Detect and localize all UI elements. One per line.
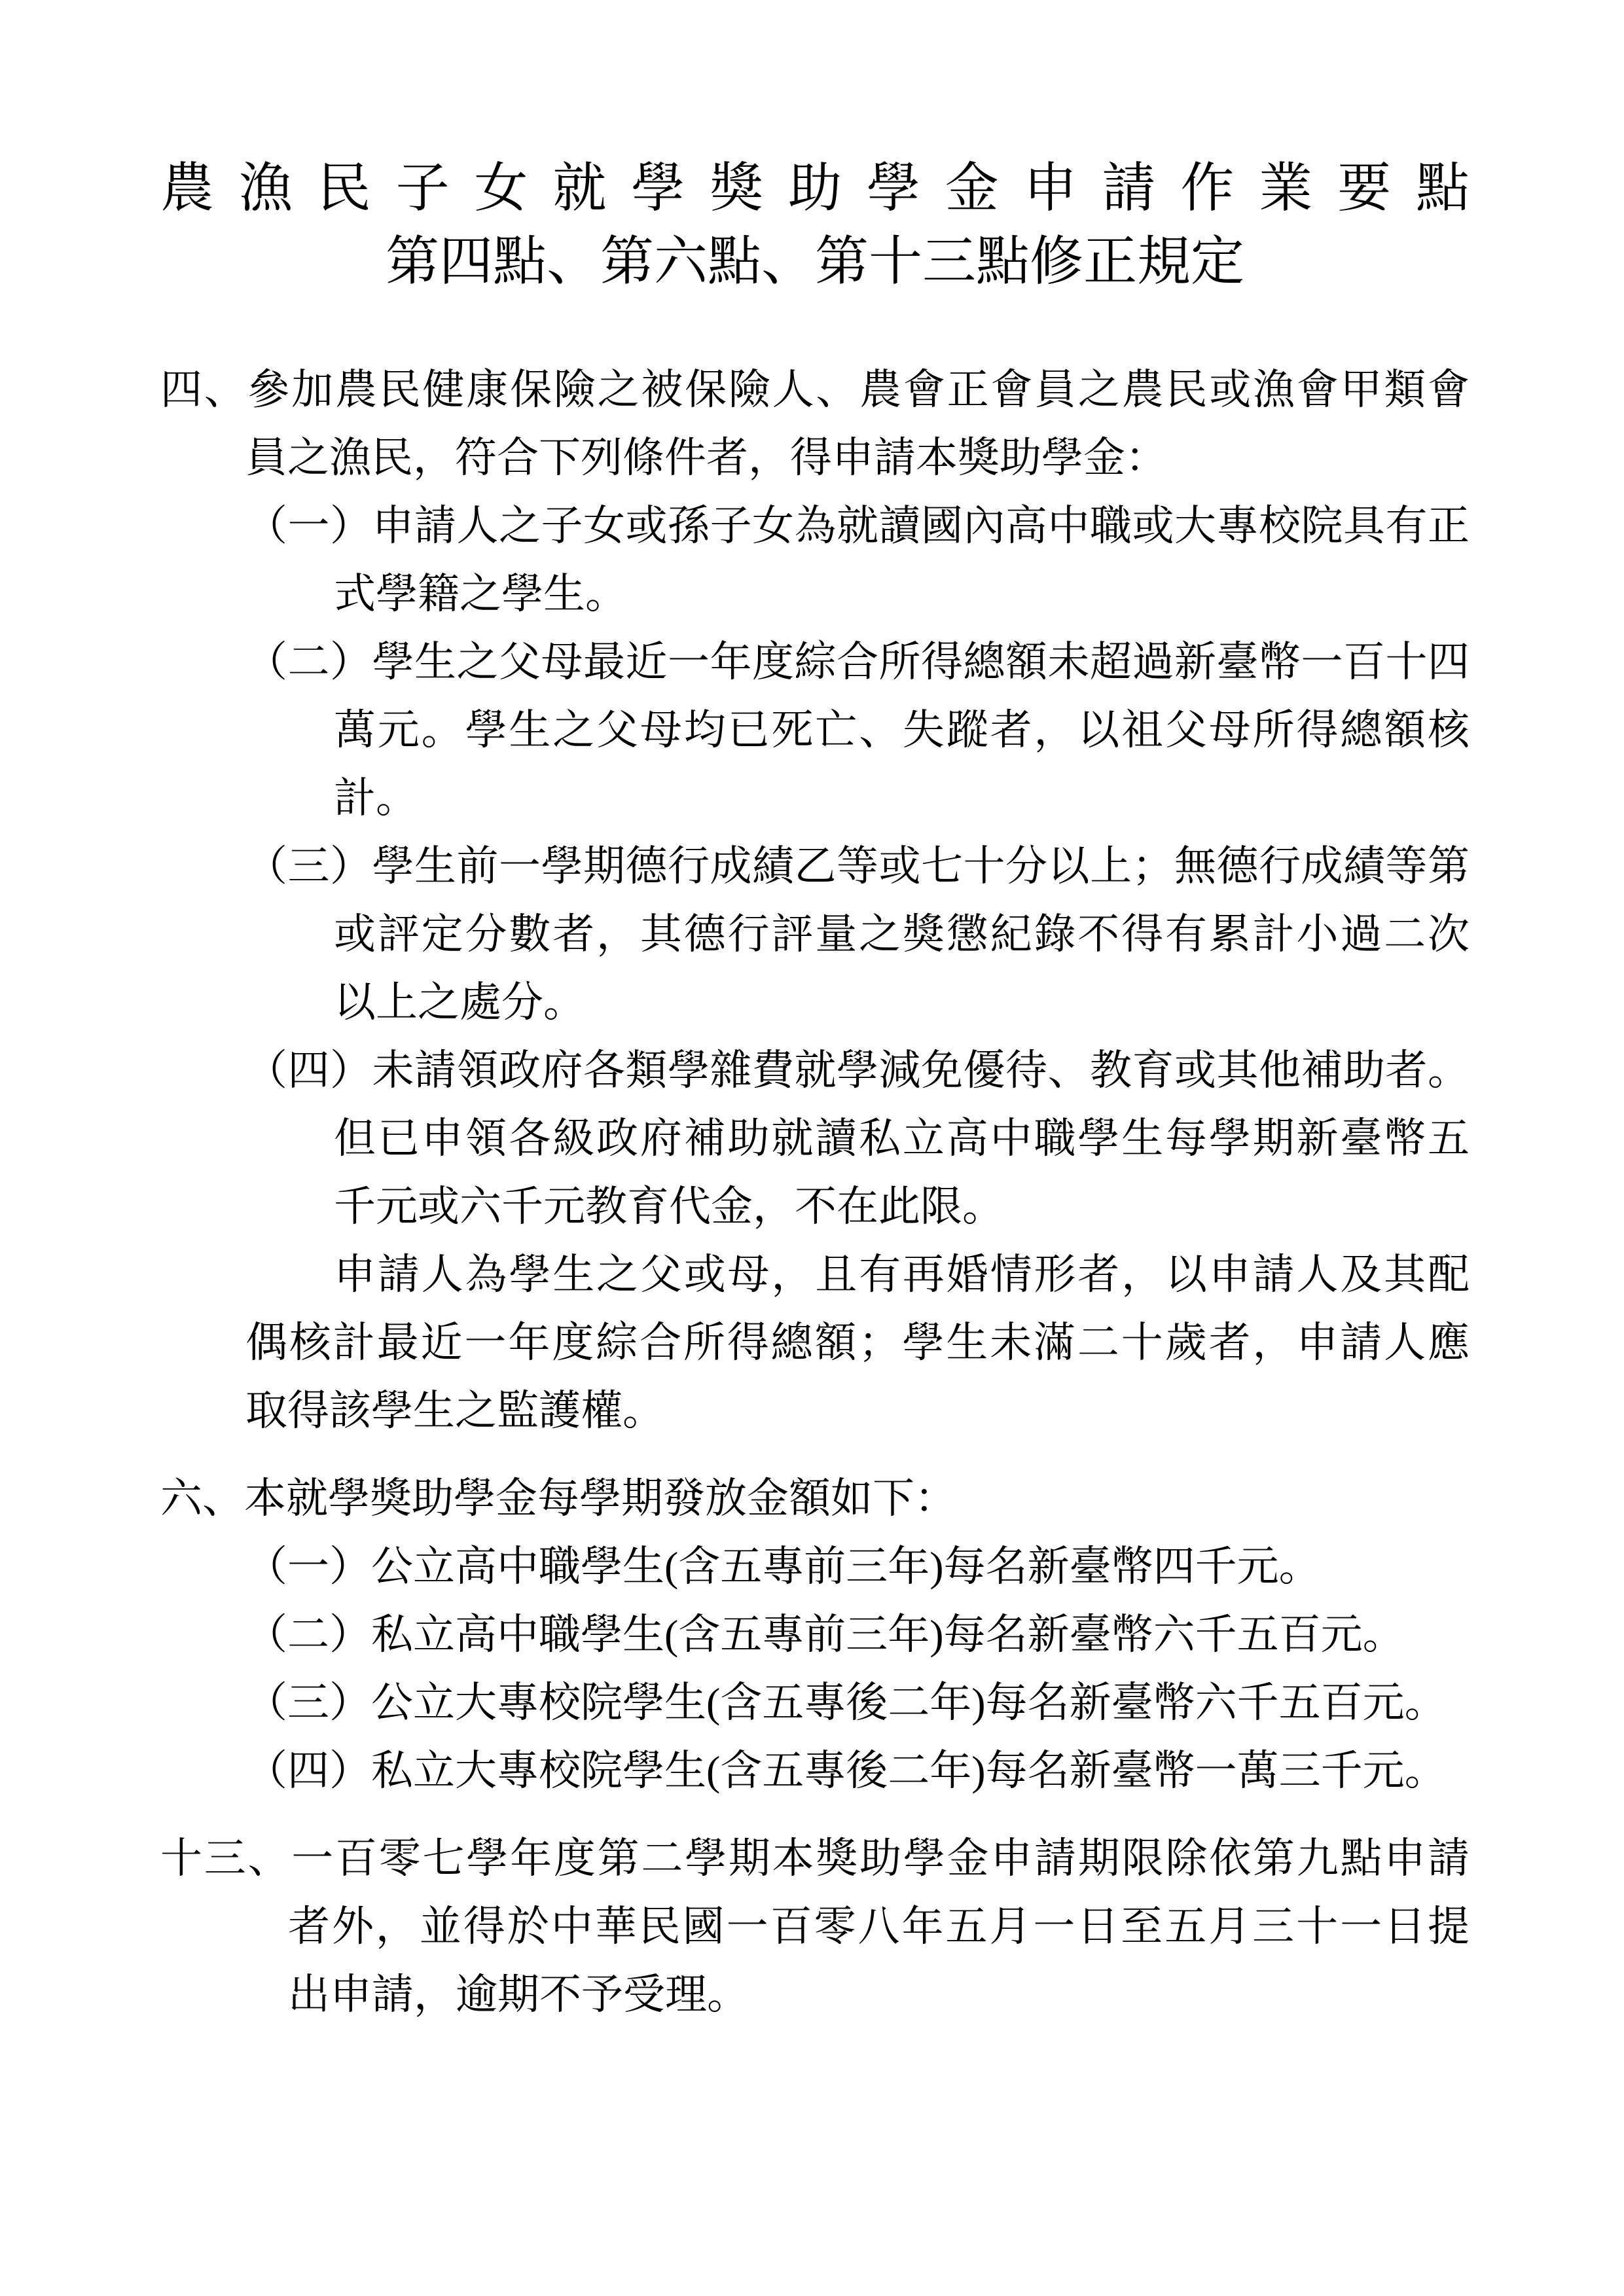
item-four-line-8: （三）學生前一學期德行成績乙等或七十分以上；無德行成績等第 [245, 843, 1470, 889]
item-four-line-2: 員之漁民，符合下列條件者，得申請本獎助學金： [245, 435, 1167, 481]
document-body [160, 356, 1470, 2029]
item-four-line-13: 千元或六千元教育代金，不在此限。 [334, 1183, 1004, 1230]
item-four-line-10: 以上之處分。 [334, 979, 585, 1026]
item-thirteen-line-1: 十三、一百零七學年度第二學期本獎助學金申請期限除依第九點申請 [160, 1835, 1470, 1882]
item-four-line-4: 式學籍之學生。 [334, 571, 627, 617]
document-content [160, 0, 1470, 2029]
item-six-line-3: （二）私立高中職學生(含五專前三年)每名新臺幣六千五百元。 [245, 1611, 1405, 1658]
item-four-line-7: 計。 [334, 775, 418, 821]
document-title [160, 152, 1470, 298]
item-thirteen-line-2: 者外，並得於中華民國一百零八年五月一日至五月三十一日提 [288, 1903, 1470, 1950]
title-line-1: 農漁民子女就學獎助學金申請作業要點 [160, 158, 1470, 218]
item-four-line-15: 偶核計最近一年度綜合所得總額；學生未滿二十歲者，申請人應 [245, 1319, 1470, 1366]
item-four [160, 356, 1470, 1445]
item-four-line-5: （二）學生之父母最近一年度綜合所得總額未超過新臺幣一百十四 [245, 639, 1470, 685]
item-four-line-6: 萬元。學生之父母均已死亡、失蹤者，以祖父母所得總額核 [334, 707, 1470, 753]
item-four-line-14: 申請人為學生之父或母，且有再婚情形者，以申請人及其配 [334, 1251, 1470, 1298]
item-four-line-3: （一）申請人之子女或孫子女為就讀國內高中職或大專校院具有正 [245, 503, 1470, 549]
item-six-line-2: （一）公立高中職學生(含五專前三年)每名新臺幣四千元。 [245, 1543, 1321, 1590]
item-six-line-1: 六、本就學獎助學金每學期發放金額如下： [160, 1475, 956, 1522]
item-four-line-12: 但已申領各級政府補助就讀私立高中職學生每學期新臺幣五 [334, 1115, 1470, 1162]
item-four-line-11: （四）未請領政府各類學雜費就學減免優待、教育或其他補助者。 [245, 1047, 1470, 1094]
item-four-line-9: 或評定分數者，其德行評量之獎懲紀錄不得有累計小過二次 [334, 911, 1470, 958]
item-six-line-5: （四）私立大專校院學生(含五專後二年)每名新臺幣一萬三千元。 [245, 1748, 1447, 1794]
item-six [160, 1465, 1470, 1805]
title-line-2: 第四點、第六點、第十三點修正規定 [385, 232, 1244, 291]
item-thirteen [160, 1825, 1470, 2029]
item-four-line-16: 取得該學生之監護權。 [245, 1388, 664, 1434]
item-thirteen-line-3: 出申請，逾期不予受理。 [288, 1971, 749, 2018]
item-four-line-1: 四、參加農民健康保險之被保險人、農會正會員之農民或漁會甲類會 [160, 367, 1470, 413]
item-six-line-4: （三）公立大專校院學生(含五專後二年)每名新臺幣六千五百元。 [245, 1679, 1447, 1726]
